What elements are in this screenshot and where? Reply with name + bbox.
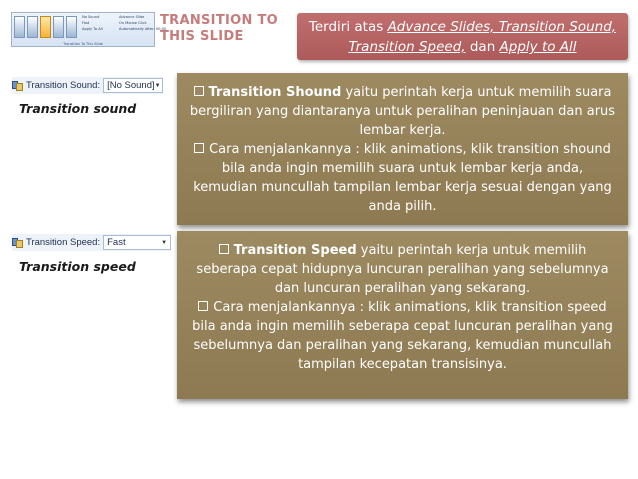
sound-paragraph-2 [189, 140, 616, 216]
speed-icon [12, 237, 23, 248]
speed-paragraph-1 [189, 241, 616, 298]
speed-steps: Cara menjalankannya : klik animations, klik transition speed bila anda ingin memilih seberapa cepat luncuran peralihan yang sebelumnya dan peralihan yang sekarang, kemudian muncullah tampilan kecepatan transisinya. [192, 300, 613, 372]
header-middle: dan [465, 39, 500, 55]
chevron-down-icon[interactable]: ▼ [161, 239, 168, 246]
checkbox-bullet-icon [219, 244, 229, 254]
sound-paragraph-1 [189, 83, 616, 140]
chevron-down-icon[interactable]: ▼ [154, 82, 161, 89]
transition-thumbnail-selected [40, 16, 51, 38]
transition-sound-caption: Transition sound [19, 101, 137, 116]
speed-paragraph-2 [189, 298, 616, 374]
sound-term: Transition Shound [208, 85, 342, 100]
heading-line-2: THIS SLIDE [160, 29, 244, 44]
transition-speed-value: Fast [107, 237, 126, 248]
sound-icon [12, 80, 23, 91]
transition-thumbnail [53, 16, 64, 38]
speed-term: Transition Speed [233, 243, 357, 258]
transition-sound-box [177, 73, 628, 225]
transition-speed-control [12, 234, 171, 251]
transition-thumbnail [14, 16, 25, 38]
ribbon-apply-text: Apply To All [82, 27, 103, 31]
transition-thumbnails [14, 16, 77, 38]
transition-speed-caption: Transition speed [19, 259, 136, 274]
ribbon-group-label: Transition To This Slide [63, 42, 103, 46]
ribbon-screenshot [11, 12, 167, 47]
checkbox-bullet-icon [194, 143, 204, 153]
transition-sound-control [12, 77, 163, 94]
sound-definition: yaitu perintah kerja untuk memilih suara bergiliran yang diantaranya untuk peralihan peninjauan dan arus lembar kerja. [189, 85, 616, 138]
transition-sound-label: Transition Sound: [26, 80, 101, 91]
transition-sound-dropdown[interactable] [103, 78, 163, 93]
sound-steps: Cara menjalankannya : klik animations, klik transition shound bila anda ingin memilih suara untuk lembar kerja anda, kemudian muncullah tampilan lembar kerja sesuai dengan yang anda pilih. [193, 142, 612, 214]
transition-sound-value: [No Sound] [107, 80, 155, 91]
speed-definition: yaitu perintah kerja untuk memilih seberapa cepat hidupnya luncuran peralihan yang sebelumnya dan luncuran peralihan yang sekarang. [196, 243, 609, 296]
slide-heading [160, 13, 290, 45]
heading-line-1: TRANSITION TO [160, 13, 278, 28]
ribbon-advance-text: Advance Slide [119, 15, 145, 19]
transition-thumbnail [27, 16, 38, 38]
transition-speed-box [177, 231, 628, 399]
checkbox-bullet-icon [198, 301, 208, 311]
header-last: Apply to All [499, 39, 577, 55]
ribbon-sound-text: No Sound [82, 15, 100, 19]
transition-speed-label: Transition Speed: [26, 237, 101, 248]
header-links: Advance Slides, Transition Sound, Transition Speed, [348, 19, 617, 55]
ribbon-speed-text: Fast [82, 21, 90, 25]
ribbon-auto-text: Automatically After: 00:00 [119, 27, 167, 31]
ribbon-mouseclick-text: On Mouse Click [119, 21, 147, 25]
header-box [297, 13, 628, 60]
transition-thumbnail [66, 16, 77, 38]
checkbox-bullet-icon [194, 86, 204, 96]
header-prefix: Terdiri atas [308, 19, 388, 35]
transition-speed-dropdown[interactable] [103, 235, 171, 250]
